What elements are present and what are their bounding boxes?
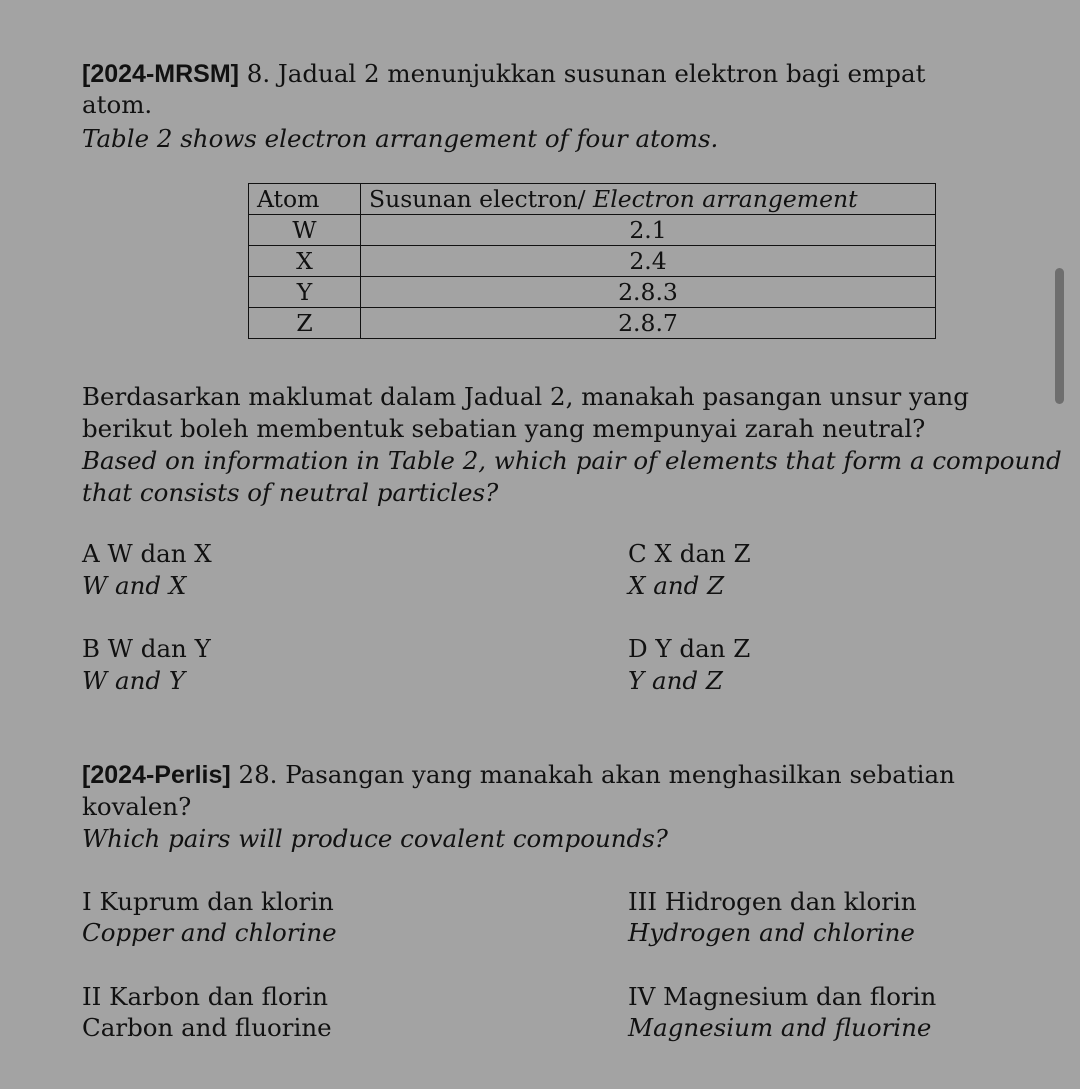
q1-tag: [2024-MRSM] xyxy=(82,60,239,88)
q2-text-en: Which pairs will produce covalent compounds? xyxy=(82,824,668,853)
q1-text-en: Table 2 shows electron arrangement of four atoms. xyxy=(82,124,719,153)
q1-question-ms-2: berikut boleh membentuk sebatian yang mempunyai zarah neutral? xyxy=(82,414,926,443)
row-atom: X xyxy=(249,246,361,277)
row-atom: Z xyxy=(249,308,361,339)
q2-heading xyxy=(82,759,955,791)
header-atom: Atom xyxy=(249,184,361,215)
option-a-ms: A W dan X xyxy=(82,539,212,568)
q1-question-en-2: that consists of neutral particles? xyxy=(82,478,499,507)
row-arrangement: 2.8.3 xyxy=(361,277,936,308)
q1-question-ms-1: Berdasarkan maklumat dalam Jadual 2, manakah pasangan unsur yang xyxy=(82,382,969,411)
option-iii-ms: III Hidrogen dan klorin xyxy=(628,887,917,916)
option-ii-en: Carbon and fluorine xyxy=(82,1013,332,1042)
q1-text-ms-2: atom. xyxy=(82,90,153,119)
option-d-ms: D Y dan Z xyxy=(628,634,751,663)
row-arrangement: 2.8.7 xyxy=(361,308,936,339)
option-iii-en: Hydrogen and chlorine xyxy=(628,918,915,947)
header-arr-ms: Susunan electron/ xyxy=(369,185,586,213)
option-ii-ms: II Karbon dan florin xyxy=(82,982,329,1011)
table-header-row xyxy=(249,184,936,215)
q1-question-en-1: Based on information in Table 2, which pair of elements that form a compound xyxy=(82,446,1062,475)
option-i-ms: I Kuprum dan klorin xyxy=(82,887,334,916)
table-row xyxy=(249,246,936,277)
q2-text-ms-1: 28. Pasangan yang manakah akan menghasilkan sebatian xyxy=(230,760,955,789)
option-iv-ms: IV Magnesium dan florin xyxy=(628,982,937,1011)
header-arrangement xyxy=(361,184,936,215)
header-arr-en: Electron arrangement xyxy=(593,185,858,213)
option-b-ms: B W dan Y xyxy=(82,634,211,663)
row-atom: Y xyxy=(249,277,361,308)
option-d-en: Y and Z xyxy=(628,666,723,695)
row-atom: W xyxy=(249,215,361,246)
option-c-ms: C X dan Z xyxy=(628,539,751,568)
q2-text-ms-2: kovalen? xyxy=(82,792,192,821)
q2-tag: [2024-Perlis] xyxy=(82,761,231,789)
electron-table xyxy=(248,183,936,339)
option-iv-en: Magnesium and fluorine xyxy=(628,1013,932,1042)
row-arrangement: 2.1 xyxy=(361,215,936,246)
table-row xyxy=(249,308,936,339)
table-row xyxy=(249,277,936,308)
table-row xyxy=(249,215,936,246)
option-c-en: X and Z xyxy=(628,571,725,600)
option-i-en: Copper and chlorine xyxy=(82,918,337,947)
row-arrangement: 2.4 xyxy=(361,246,936,277)
option-b-en: W and Y xyxy=(82,666,186,695)
q1-heading xyxy=(82,58,925,90)
scrollbar-thumb[interactable] xyxy=(1055,268,1064,404)
q1-text-ms-1: 8. Jadual 2 menunjukkan susunan elektron bagi empat xyxy=(238,59,926,88)
option-a-en: W and X xyxy=(82,571,187,600)
